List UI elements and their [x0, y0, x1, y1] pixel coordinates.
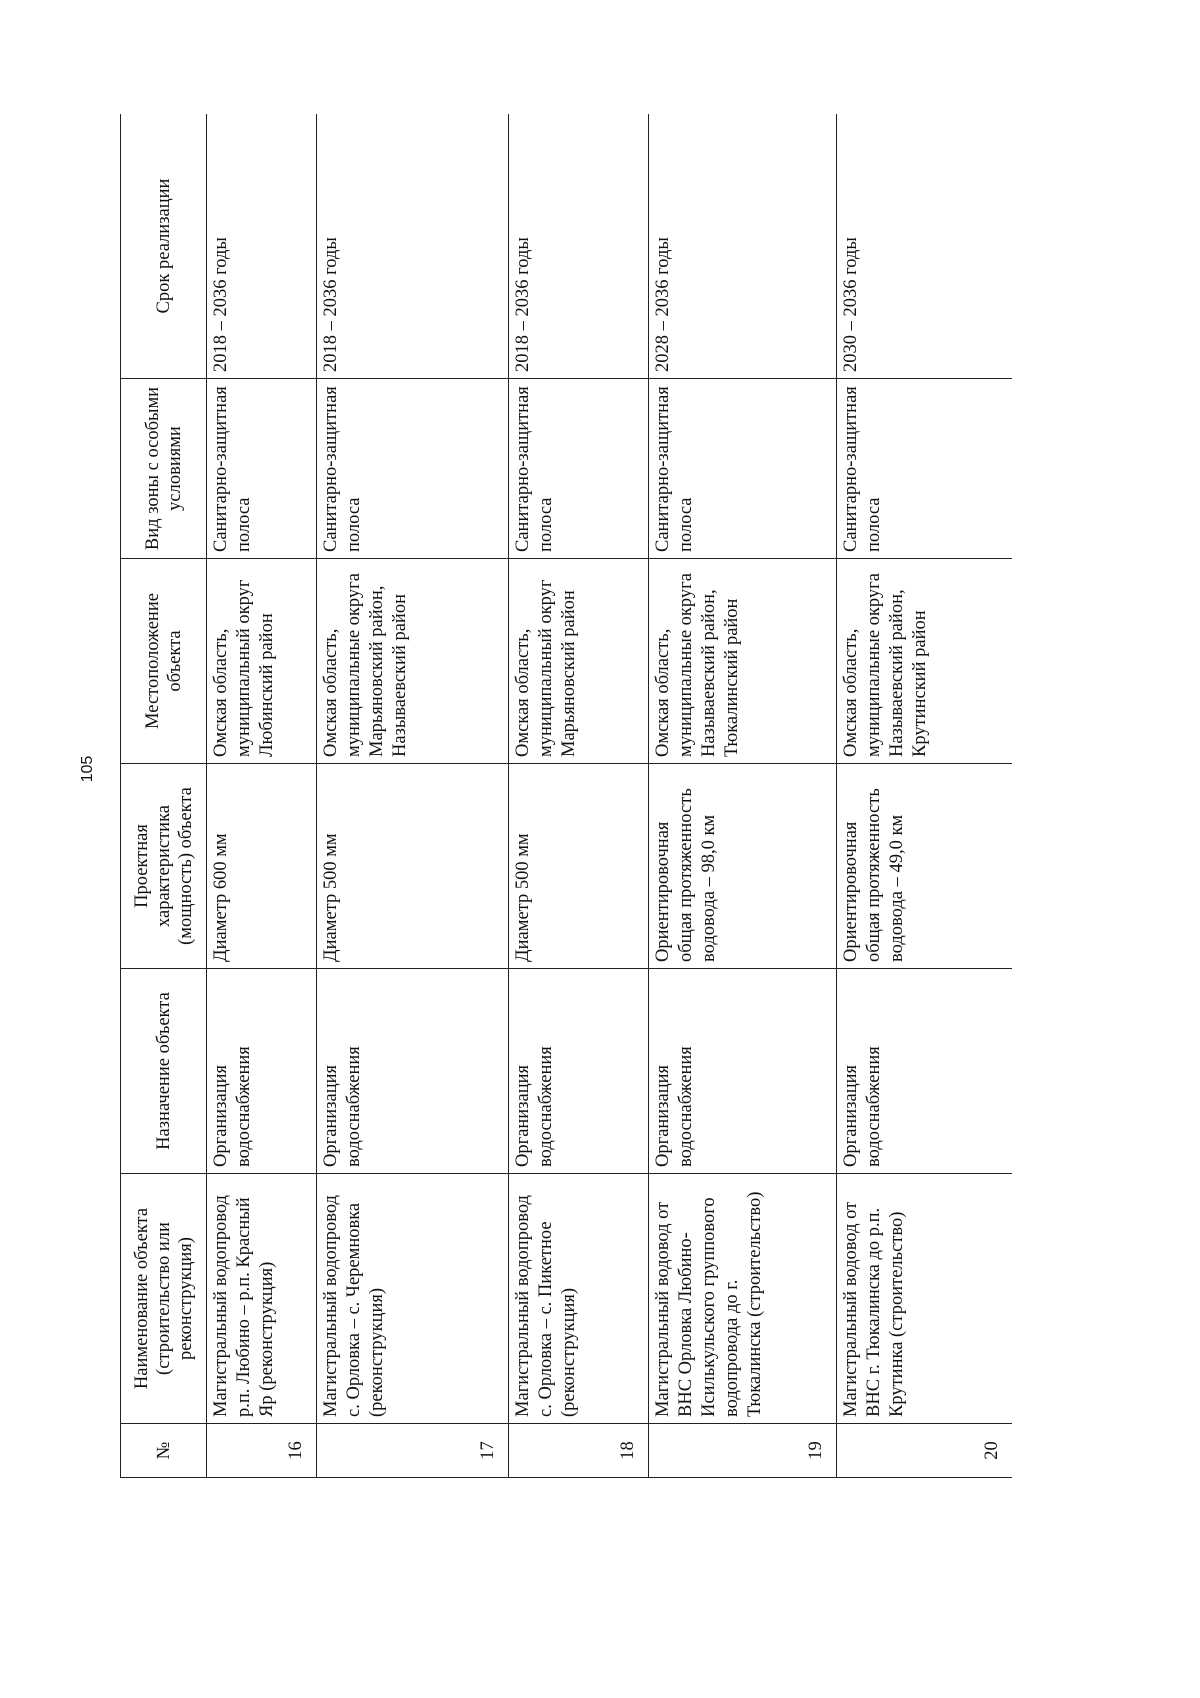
object-purpose: Организация водоснабжения	[649, 969, 837, 1174]
header-capacity: Проектная характеристика (мощность) объекта	[121, 764, 207, 969]
header-zone: Вид зоны с особыми условиями	[121, 379, 207, 559]
object-zone: Санитарно-защитная полоса	[317, 379, 509, 559]
object-capacity: Диаметр 500 мм	[509, 764, 649, 969]
object-location: Омская область, муниципальные округа Марьяновский район, Называевский район	[317, 559, 509, 764]
object-zone: Санитарно-защитная полоса	[649, 379, 837, 559]
object-location: Омская область, муниципальные округа Называевский район, Тюкалинский район	[649, 559, 837, 764]
object-name: Магистральный водопровод с. Орловка – с. Пикетное (реконструкция)	[509, 1174, 649, 1424]
object-capacity: Диаметр 600 мм	[207, 764, 317, 969]
header-num: №	[121, 1424, 207, 1478]
object-term: 2018 – 2036 годы	[509, 114, 649, 379]
object-term: 2028 – 2036 годы	[649, 114, 837, 379]
header-term: Срок реализации	[121, 114, 207, 379]
object-zone: Санитарно-защитная полоса	[837, 379, 1013, 559]
header-name: Наименование объекта (строительство или реконструкция)	[121, 1174, 207, 1424]
row-number: 16	[207, 1424, 317, 1478]
object-zone: Санитарно-защитная полоса	[207, 379, 317, 559]
object-location: Омская область, муниципальные округа Называевский район, Крутинский район	[837, 559, 1013, 764]
table-row	[509, 114, 649, 1478]
object-name: Магистральный водопровод р.п. Любино – р.п. Красный Яр (реконструкция)	[207, 1174, 317, 1424]
object-capacity: Диаметр 500 мм	[317, 764, 509, 969]
object-purpose: Организация водоснабжения	[207, 969, 317, 1174]
object-term: 2018 – 2036 годы	[317, 114, 509, 379]
object-purpose: Организация водоснабжения	[509, 969, 649, 1174]
row-number: 18	[509, 1424, 649, 1478]
header-location: Местоположение объекта	[121, 559, 207, 764]
table-row	[649, 114, 837, 1478]
table-row	[207, 114, 317, 1478]
objects-table	[120, 114, 1012, 1478]
object-term: 2030 – 2036 годы	[837, 114, 1013, 379]
table-container	[120, 114, 1012, 1478]
object-capacity: Ориентировочная общая протяженность водовода – 98,0 км	[649, 764, 837, 969]
table-header-row	[121, 114, 207, 1478]
object-name: Магистральный водопровод с. Орловка – с. Черемновка (реконструкция)	[317, 1174, 509, 1424]
object-location: Омская область, муниципальный округ Любинский район	[207, 559, 317, 764]
object-name: Магистральный водовод от ВНС Орловка Любино-Исилькульского группового водопровода до г. Тюкалинска (строительство)	[649, 1174, 837, 1424]
row-number: 20	[837, 1424, 1013, 1478]
rotated-table-frame	[120, 114, 1012, 1478]
object-purpose: Организация водоснабжения	[837, 969, 1013, 1174]
object-zone: Санитарно-защитная полоса	[509, 379, 649, 559]
row-number: 17	[317, 1424, 509, 1478]
object-location: Омская область, муниципальный округ Марьяновский район	[509, 559, 649, 764]
object-purpose: Организация водоснабжения	[317, 969, 509, 1174]
page-number: 105	[79, 755, 96, 783]
table-row	[837, 114, 1013, 1478]
header-purpose: Назначение объекта	[121, 969, 207, 1174]
row-number: 19	[649, 1424, 837, 1478]
object-term: 2018 – 2036 годы	[207, 114, 317, 379]
object-capacity: Ориентировочная общая протяженность водовода – 49,0 км	[837, 764, 1013, 969]
object-name: Магистральный водовод от ВНС г. Тюкалинска до р.п. Крутинка (строительство)	[837, 1174, 1013, 1424]
table-row	[317, 114, 509, 1478]
